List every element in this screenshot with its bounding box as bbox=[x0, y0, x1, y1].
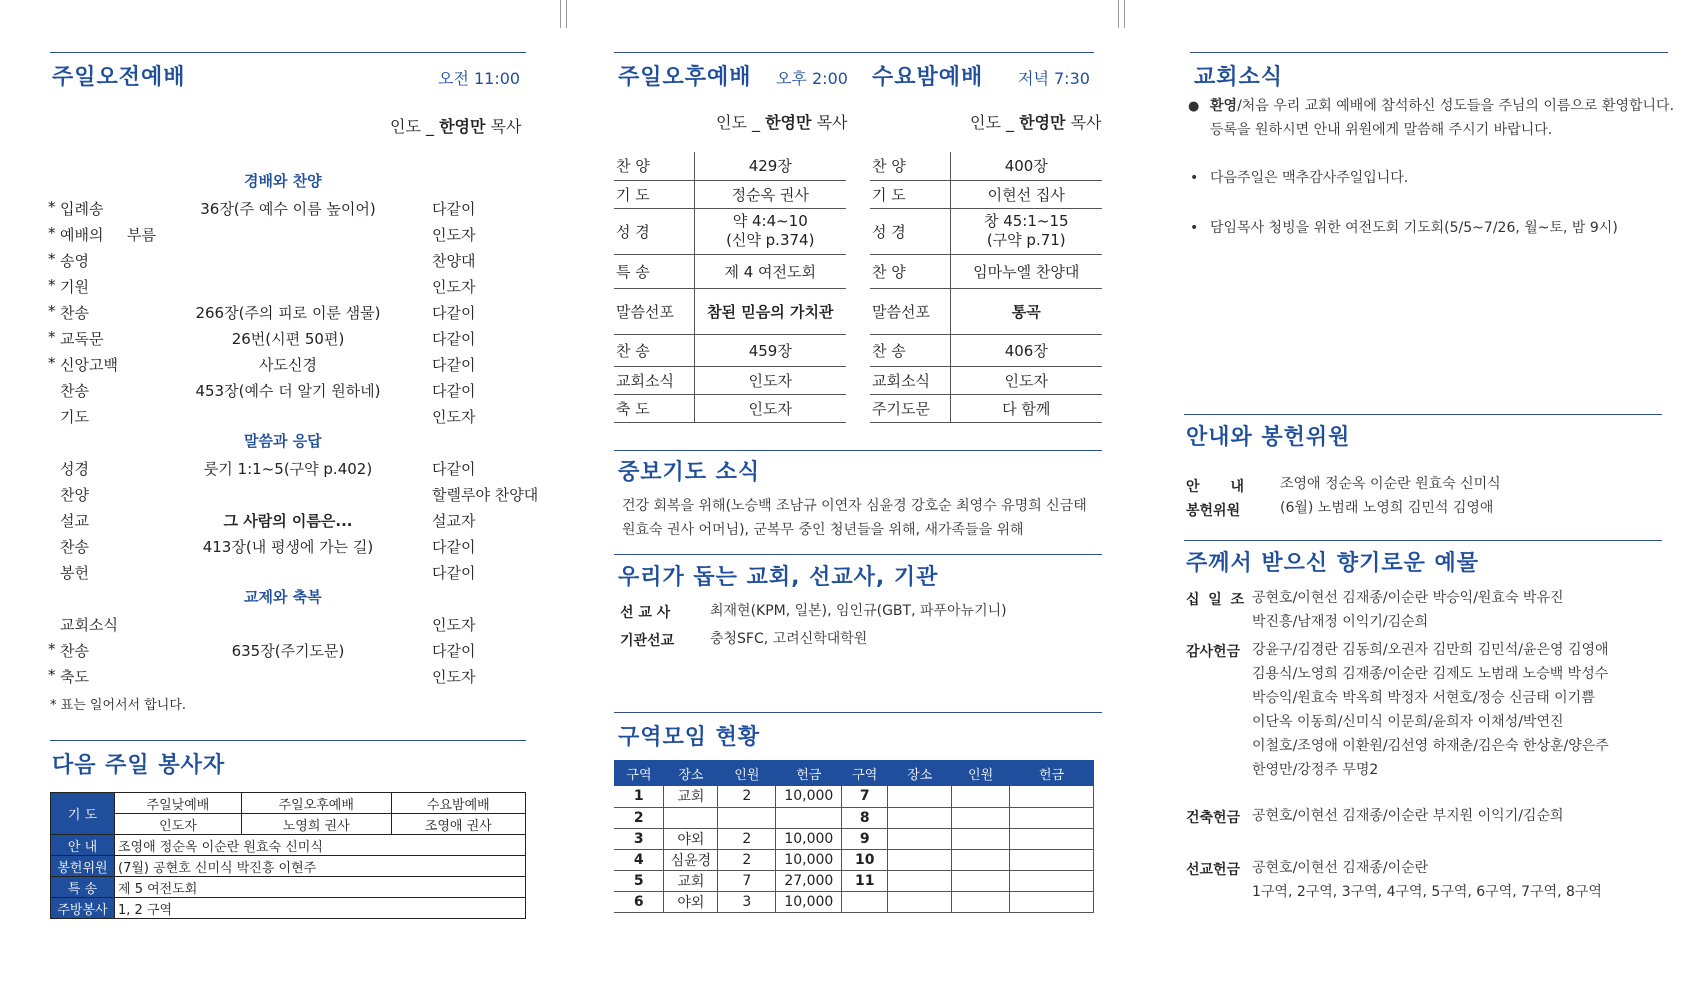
offering-names-line: 박진흥/남재정 이익기/김순희 bbox=[1252, 614, 1429, 630]
table-cell: 3 bbox=[718, 891, 776, 912]
table-cell: (7월) 공현호 신미식 박진흥 이현주 bbox=[115, 856, 526, 877]
order-value: 인도자 bbox=[694, 366, 846, 394]
order-value: 인도자 bbox=[694, 394, 846, 422]
table-cell: 27,000 bbox=[776, 870, 842, 891]
afternoon-leader bbox=[716, 110, 847, 133]
table-row bbox=[870, 366, 1102, 394]
table-cell: 2 bbox=[718, 849, 776, 870]
table-header-cell: 장소 bbox=[664, 760, 718, 786]
table-cell: 7 bbox=[842, 786, 888, 807]
table-cell: 2 bbox=[718, 828, 776, 849]
order-item-leader: 인도자 bbox=[432, 668, 476, 686]
table-cell bbox=[776, 807, 842, 828]
order-item-leader: 다같이 bbox=[432, 382, 476, 400]
service-order-row bbox=[48, 222, 536, 246]
leader-name: 한영만 bbox=[439, 117, 486, 136]
order-value: 제 4 여전도회 bbox=[694, 254, 846, 288]
table-row bbox=[614, 334, 846, 366]
service-order-row bbox=[48, 274, 536, 298]
order-value: 429장 bbox=[694, 152, 846, 180]
table-row bbox=[614, 807, 1094, 828]
table-row bbox=[614, 208, 846, 254]
leader-name: 한영만 bbox=[1019, 113, 1066, 132]
order-item-name: 찬송 bbox=[60, 304, 89, 322]
table-row bbox=[870, 254, 1102, 288]
table-row bbox=[51, 835, 526, 856]
news-item-welcome-line2: 등록을 원하시면 안내 위원에게 말씀해 주시기 바랍니다. bbox=[1210, 122, 1553, 138]
table-row bbox=[51, 877, 526, 898]
table-cell bbox=[1010, 828, 1094, 849]
table-cell: 11 bbox=[842, 870, 888, 891]
table-cell bbox=[888, 807, 952, 828]
stand-marker: * bbox=[48, 328, 56, 346]
offering-category-label: 건축헌금 bbox=[1186, 810, 1241, 826]
order-item-name: 교독문 bbox=[60, 330, 104, 348]
order-value: 정순옥 권사 bbox=[694, 180, 846, 208]
order-value: 통곡 bbox=[950, 288, 1102, 334]
order-item-leader: 설교자 bbox=[432, 512, 476, 530]
order-item-name: 축도 bbox=[60, 668, 89, 686]
prayer-label: 기 도 bbox=[51, 793, 115, 835]
order-value bbox=[694, 208, 846, 254]
cells-title: 구역모임 현황 bbox=[618, 725, 761, 750]
offering-names-line: 한영만/강정주 무명2 bbox=[1252, 762, 1379, 778]
table-cell bbox=[888, 870, 952, 891]
service-order-row bbox=[48, 612, 536, 636]
order-item-detail: 그 사람의 이름은... bbox=[223, 512, 353, 530]
table-cell: 10 bbox=[842, 849, 888, 870]
offering-category-label: 십 일 조 bbox=[1186, 592, 1244, 608]
table-row bbox=[51, 814, 526, 835]
order-label: 말씀선포 bbox=[870, 288, 950, 334]
table-header-cell: 장소 bbox=[888, 760, 952, 786]
table-cell bbox=[1010, 870, 1094, 891]
order-item-leader: 다같이 bbox=[432, 330, 476, 348]
table-cell bbox=[664, 807, 718, 828]
leader-suffix: 목사 bbox=[490, 117, 522, 136]
ushers-title: 안내와 봉헌위원 bbox=[1186, 425, 1351, 450]
order-item-detail: 26번(시편 50편) bbox=[231, 330, 345, 348]
order-item-leader: 다같이 bbox=[432, 642, 476, 660]
order-label: 주기도문 bbox=[870, 394, 950, 422]
offering-names-line: 박승익/원효숙 박옥희 박정자 서현호/정승 신금태 이기쁨 bbox=[1252, 690, 1595, 706]
leader-suffix: 목사 bbox=[816, 113, 848, 132]
service-order-row bbox=[48, 456, 536, 480]
table-cell bbox=[718, 807, 776, 828]
table-cell: 인도자 bbox=[115, 814, 242, 835]
page-divider-right-b bbox=[1124, 0, 1125, 28]
offering-names-line: 공현호/이현선 김재종/이순란 bbox=[1252, 860, 1429, 876]
table-row bbox=[614, 394, 846, 422]
news-top-rule bbox=[1190, 52, 1668, 53]
table-cell bbox=[952, 828, 1010, 849]
table-cell bbox=[888, 849, 952, 870]
afternoon-top-rule bbox=[614, 52, 1094, 53]
morning-leader bbox=[390, 114, 521, 137]
order-item-detail: 413장(내 평생에 가는 길) bbox=[202, 538, 374, 556]
bullet-dot: • bbox=[1190, 170, 1199, 186]
order-item-leader: 찬양대 bbox=[432, 252, 476, 270]
table-cell bbox=[952, 870, 1010, 891]
morning-time: 오전 11:00 bbox=[438, 69, 521, 88]
order-item-name: 찬양 bbox=[60, 486, 89, 504]
order-item-detail: 453장(예수 더 알기 원하네) bbox=[195, 382, 381, 400]
morning-title: 주일오전예배 bbox=[52, 65, 186, 90]
bullet-dot: ● bbox=[1188, 99, 1200, 114]
table-cell: 10,000 bbox=[776, 891, 842, 912]
intercession-line-2: 원효숙 권사 어머님), 군복무 중인 청년들을 위해, 새가족들을 위해 bbox=[622, 522, 1024, 538]
table-row bbox=[51, 898, 526, 919]
missions-title: 우리가 돕는 교회, 선교사, 기관 bbox=[618, 565, 939, 590]
afternoon-title: 주일오후예배 bbox=[618, 65, 752, 90]
order-item-detail: 36장(주 예수 이름 높이어) bbox=[200, 200, 376, 218]
table-cell: 10,000 bbox=[776, 849, 842, 870]
order-item-detail: 룻기 1:1~5(구약 p.402) bbox=[203, 460, 373, 478]
table-row bbox=[614, 786, 1094, 807]
section-worship-praise: 경배와 찬양 bbox=[244, 172, 322, 190]
page-divider-left-b bbox=[566, 0, 567, 28]
order-value: 이현선 집사 bbox=[950, 180, 1102, 208]
table-cell: 9 bbox=[842, 828, 888, 849]
order-item-leader: 다같이 bbox=[432, 538, 476, 556]
stand-marker: * bbox=[48, 640, 56, 658]
order-item-detail: 635장(주기도문) bbox=[231, 642, 345, 660]
table-cell: 교회 bbox=[664, 870, 718, 891]
table-row bbox=[614, 891, 1094, 912]
table-cell: 2 bbox=[614, 807, 664, 828]
table-cell: 야외 bbox=[664, 828, 718, 849]
welcome-text: /처음 우리 교회 예배에 참석하신 성도들을 주님의 이름으로 환영합니다. bbox=[1237, 98, 1675, 114]
table-cell bbox=[952, 807, 1010, 828]
institution-label: 기관선교 bbox=[620, 633, 675, 649]
table-row bbox=[51, 793, 526, 814]
table-cell bbox=[952, 891, 1010, 912]
table-row bbox=[870, 334, 1102, 366]
scripture-ref: 약 4:4~10 bbox=[732, 212, 808, 230]
service-order-row bbox=[48, 378, 536, 402]
row-label: 주방봉사 bbox=[51, 898, 115, 919]
stand-marker: * bbox=[48, 276, 56, 294]
order-item-name: 찬송 bbox=[60, 382, 89, 400]
service-order-row bbox=[48, 326, 536, 350]
table-cell: 야외 bbox=[664, 891, 718, 912]
offering-names-line: 김용식/노영희 김재종/이순란 김제도 노범래 노승백 박성수 bbox=[1252, 666, 1609, 682]
order-item-name: 찬송 bbox=[60, 642, 89, 660]
stand-marker: * bbox=[48, 198, 56, 216]
order-item-detail: 사도신경 bbox=[259, 356, 317, 374]
table-cell: 10,000 bbox=[776, 786, 842, 807]
table-cell: 4 bbox=[614, 849, 664, 870]
section-fellowship-blessing: 교제와 축복 bbox=[244, 588, 322, 606]
order-label: 특 송 bbox=[614, 254, 694, 288]
table-cell: 1 bbox=[614, 786, 664, 807]
order-value: 406장 bbox=[950, 334, 1102, 366]
afternoon-order-table bbox=[614, 152, 846, 423]
service-order-row bbox=[48, 534, 536, 558]
offering-names-line: 강윤구/김경란 김동희/오권자 김만희 김민석/윤은영 김영애 bbox=[1252, 642, 1609, 658]
section-word-response: 말씀과 응답 bbox=[244, 432, 322, 450]
cell-group-table bbox=[614, 760, 1094, 913]
table-cell: 6 bbox=[614, 891, 664, 912]
news-item-thanksgiving: 다음주일은 맥추감사주일입니다. bbox=[1210, 170, 1409, 186]
ushers-top-rule bbox=[1184, 414, 1662, 415]
order-item-leader: 할렐루야 찬양대 bbox=[432, 486, 539, 504]
row-label: 안 내 bbox=[51, 835, 115, 856]
stand-marker: * bbox=[48, 250, 56, 268]
news-title: 교회소식 bbox=[1194, 65, 1284, 90]
intercession-line-1: 건강 회복을 위해(노승백 조남규 이연자 심윤경 강호순 최영수 유명희 신금태 bbox=[622, 498, 1087, 514]
row-label: 특 송 bbox=[51, 877, 115, 898]
order-label: 찬 송 bbox=[870, 334, 950, 366]
table-row bbox=[870, 208, 1102, 254]
table-cell bbox=[1010, 786, 1094, 807]
order-label: 찬 송 bbox=[614, 334, 694, 366]
order-label: 성 경 bbox=[870, 208, 950, 254]
usher-value: 조영애 정순옥 이순란 원효숙 신미식 bbox=[1280, 476, 1501, 492]
table-row bbox=[614, 849, 1094, 870]
table-cell: 심윤경 bbox=[664, 849, 718, 870]
offerings-title: 주께서 받으신 향기로운 예물 bbox=[1186, 551, 1480, 576]
table-cell: 5 bbox=[614, 870, 664, 891]
table-row bbox=[870, 180, 1102, 208]
table-header-cell: 헌금 bbox=[1010, 760, 1094, 786]
stand-marker: * bbox=[48, 224, 56, 242]
wednesday-order-table bbox=[870, 152, 1102, 423]
wednesday-time: 저녁 7:30 bbox=[1018, 69, 1090, 88]
order-item-name: 봉헌 bbox=[60, 564, 89, 582]
table-header-cell: 주일오후예배 bbox=[241, 793, 391, 814]
order-value: 임마누엘 찬양대 bbox=[950, 254, 1102, 288]
service-order-row bbox=[48, 248, 536, 272]
order-item-name: 기원 bbox=[60, 278, 89, 296]
welcome-bold: 환영 bbox=[1210, 98, 1238, 114]
stand-marker: * bbox=[48, 666, 56, 684]
table-cell bbox=[888, 828, 952, 849]
table-row bbox=[870, 288, 1102, 334]
leader-prefix: 인도 _ bbox=[970, 113, 1014, 132]
table-header-cell: 인원 bbox=[952, 760, 1010, 786]
order-label: 기 도 bbox=[614, 180, 694, 208]
table-cell: 2 bbox=[718, 786, 776, 807]
table-row bbox=[51, 856, 526, 877]
order-label: 말씀선포 bbox=[614, 288, 694, 334]
table-row bbox=[870, 152, 1102, 180]
order-item-leader: 인도자 bbox=[432, 616, 476, 634]
offering-names-line: 이철호/조영애 이환원/김선영 하재춘/김은숙 한상훈/양은주 bbox=[1252, 738, 1609, 754]
table-cell: 조영애 정순옥 이순란 원효숙 신미식 bbox=[115, 835, 526, 856]
news-item-welcome bbox=[1210, 94, 1674, 118]
volunteers-table bbox=[50, 792, 526, 919]
order-label: 기 도 bbox=[870, 180, 950, 208]
bullet-dot: • bbox=[1190, 220, 1199, 236]
service-order-row bbox=[48, 404, 536, 428]
offering-names-line: 1구역, 2구역, 3구역, 4구역, 5구역, 6구역, 7구역, 8구역 bbox=[1252, 884, 1602, 900]
table-header-row bbox=[614, 760, 1094, 786]
morning-top-rule bbox=[50, 52, 526, 53]
order-item-leader: 인도자 bbox=[432, 226, 476, 244]
wednesday-title: 수요밤예배 bbox=[872, 65, 984, 90]
order-value: 다 함께 bbox=[950, 394, 1102, 422]
table-header-cell: 헌금 bbox=[776, 760, 842, 786]
table-cell: 8 bbox=[842, 807, 888, 828]
table-header-cell: 구역 bbox=[614, 760, 664, 786]
order-label: 성 경 bbox=[614, 208, 694, 254]
table-cell: 3 bbox=[614, 828, 664, 849]
table-cell: 10,000 bbox=[776, 828, 842, 849]
table-cell bbox=[1010, 807, 1094, 828]
order-item-name: 입례송 bbox=[60, 200, 104, 218]
volunteers-title: 다음 주일 봉사자 bbox=[52, 753, 226, 778]
table-cell bbox=[888, 786, 952, 807]
offering-committee-label: 봉헌위원 bbox=[1186, 503, 1241, 519]
offering-names-line: 공현호/이현선 김재종/이순란 박승익/원효숙 박유진 bbox=[1252, 590, 1564, 606]
table-cell: 조영애 권사 bbox=[391, 814, 525, 835]
offering-names-line: 공현호/이현선 김재종/이순란 부지원 이익기/김순희 bbox=[1252, 808, 1564, 824]
usher-label: 안 내 bbox=[1186, 479, 1244, 495]
service-order-row bbox=[48, 482, 539, 506]
service-order-row bbox=[48, 560, 536, 584]
order-item-leader: 다같이 bbox=[432, 304, 476, 322]
cells-top-rule bbox=[614, 712, 1102, 713]
table-cell bbox=[888, 891, 952, 912]
offerings-top-rule bbox=[1184, 540, 1662, 541]
table-header-cell: 인원 bbox=[718, 760, 776, 786]
service-order-row bbox=[48, 638, 536, 662]
leader-prefix: 인도 _ bbox=[716, 113, 760, 132]
order-item-name: 설교 bbox=[60, 512, 89, 530]
wednesday-leader bbox=[970, 110, 1101, 133]
volunteers-top-rule bbox=[50, 740, 526, 741]
offering-names-line: 이단옥 이동희/신미식 이문희/윤희자 이채성/박연진 bbox=[1252, 714, 1564, 730]
service-order-row bbox=[48, 664, 536, 688]
table-row bbox=[614, 254, 846, 288]
institution-value: 충청SFC, 고려신학대학원 bbox=[710, 631, 868, 647]
table-row bbox=[614, 870, 1094, 891]
order-item-leader: 다같이 bbox=[432, 564, 476, 582]
order-item-name: 송영 bbox=[60, 252, 89, 270]
service-order-row bbox=[48, 508, 536, 532]
order-item-name: 교회소식 bbox=[60, 616, 118, 634]
missionary-label: 선 교 사 bbox=[620, 605, 671, 621]
offering-committee-value: (6월) 노범래 노영희 김민석 김영애 bbox=[1280, 500, 1494, 516]
table-cell bbox=[952, 849, 1010, 870]
order-value: 인도자 bbox=[950, 366, 1102, 394]
scripture-ref: 창 45:1~15 bbox=[983, 212, 1069, 230]
page-divider-right-a bbox=[1118, 0, 1119, 28]
table-header-cell: 주일낮예배 bbox=[115, 793, 242, 814]
order-item-detail: 266장(주의 피로 이룬 샘물) bbox=[195, 304, 381, 322]
service-order-row bbox=[48, 352, 536, 376]
table-cell bbox=[1010, 849, 1094, 870]
service-order-row bbox=[48, 196, 536, 220]
table-cell: 제 5 여전도회 bbox=[115, 877, 526, 898]
scripture-page: (구약 p.71) bbox=[986, 231, 1066, 249]
news-item-prayer-meeting: 담임목사 청빙을 위한 여전도회 기도회(5/5~7/26, 월~토, 밤 9시) bbox=[1210, 220, 1618, 236]
table-row bbox=[614, 152, 846, 180]
order-item-name: 신앙고백 bbox=[60, 356, 118, 374]
table-row bbox=[614, 288, 846, 334]
table-row bbox=[614, 366, 846, 394]
order-label: 찬 양 bbox=[614, 152, 694, 180]
order-value: 400장 bbox=[950, 152, 1102, 180]
table-cell bbox=[952, 786, 1010, 807]
table-row bbox=[614, 180, 846, 208]
table-cell bbox=[1010, 891, 1094, 912]
order-label: 교회소식 bbox=[870, 366, 950, 394]
table-cell bbox=[842, 891, 888, 912]
leader-prefix: 인도 _ bbox=[390, 117, 434, 136]
table-row bbox=[870, 394, 1102, 422]
order-label: 찬 양 bbox=[870, 152, 950, 180]
stand-marker: * bbox=[48, 302, 56, 320]
missions-top-rule bbox=[614, 554, 1102, 555]
missionary-value: 최재현(KPM, 일본), 임인규(GBT, 파푸아뉴기니) bbox=[710, 603, 1007, 619]
order-value bbox=[950, 208, 1102, 254]
offering-category-label: 선교헌금 bbox=[1186, 862, 1241, 878]
table-row bbox=[614, 828, 1094, 849]
leader-name: 한영만 bbox=[765, 113, 812, 132]
order-item-name: 기도 bbox=[60, 408, 89, 426]
table-cell: 노영희 권사 bbox=[241, 814, 391, 835]
order-label: 찬 양 bbox=[870, 254, 950, 288]
order-item-name: 성경 bbox=[60, 460, 89, 478]
table-cell: 교회 bbox=[664, 786, 718, 807]
intercession-top-rule bbox=[614, 450, 1102, 451]
table-cell: 7 bbox=[718, 870, 776, 891]
table-header-cell: 구역 bbox=[842, 760, 888, 786]
order-item-leader: 인도자 bbox=[432, 278, 476, 296]
standing-note: * 표는 일어서서 합니다. bbox=[50, 698, 187, 713]
scripture-page: (신약 p.374) bbox=[726, 231, 815, 249]
table-header-cell: 수요밤예배 bbox=[391, 793, 525, 814]
intercession-title: 중보기도 소식 bbox=[618, 460, 761, 485]
service-order-row bbox=[48, 300, 536, 324]
order-item-leader: 다같이 bbox=[432, 460, 476, 478]
leader-suffix: 목사 bbox=[1070, 113, 1102, 132]
stand-marker: * bbox=[48, 354, 56, 372]
offering-category-label: 감사헌금 bbox=[1186, 644, 1241, 660]
order-label: 축 도 bbox=[614, 394, 694, 422]
order-item-leader: 다같이 bbox=[432, 356, 476, 374]
order-value: 참된 믿음의 가치관 bbox=[694, 288, 846, 334]
page-divider-left-a bbox=[560, 0, 561, 28]
afternoon-time: 오후 2:00 bbox=[776, 69, 848, 88]
table-cell: 1, 2 구역 bbox=[115, 898, 526, 919]
order-item-name: 찬송 bbox=[60, 538, 89, 556]
row-label: 봉헌위원 bbox=[51, 856, 115, 877]
order-item-name: 예배의 부름 bbox=[60, 226, 156, 244]
order-item-leader: 다같이 bbox=[432, 200, 476, 218]
order-label: 교회소식 bbox=[614, 366, 694, 394]
order-value: 459장 bbox=[694, 334, 846, 366]
order-item-leader: 인도자 bbox=[432, 408, 476, 426]
